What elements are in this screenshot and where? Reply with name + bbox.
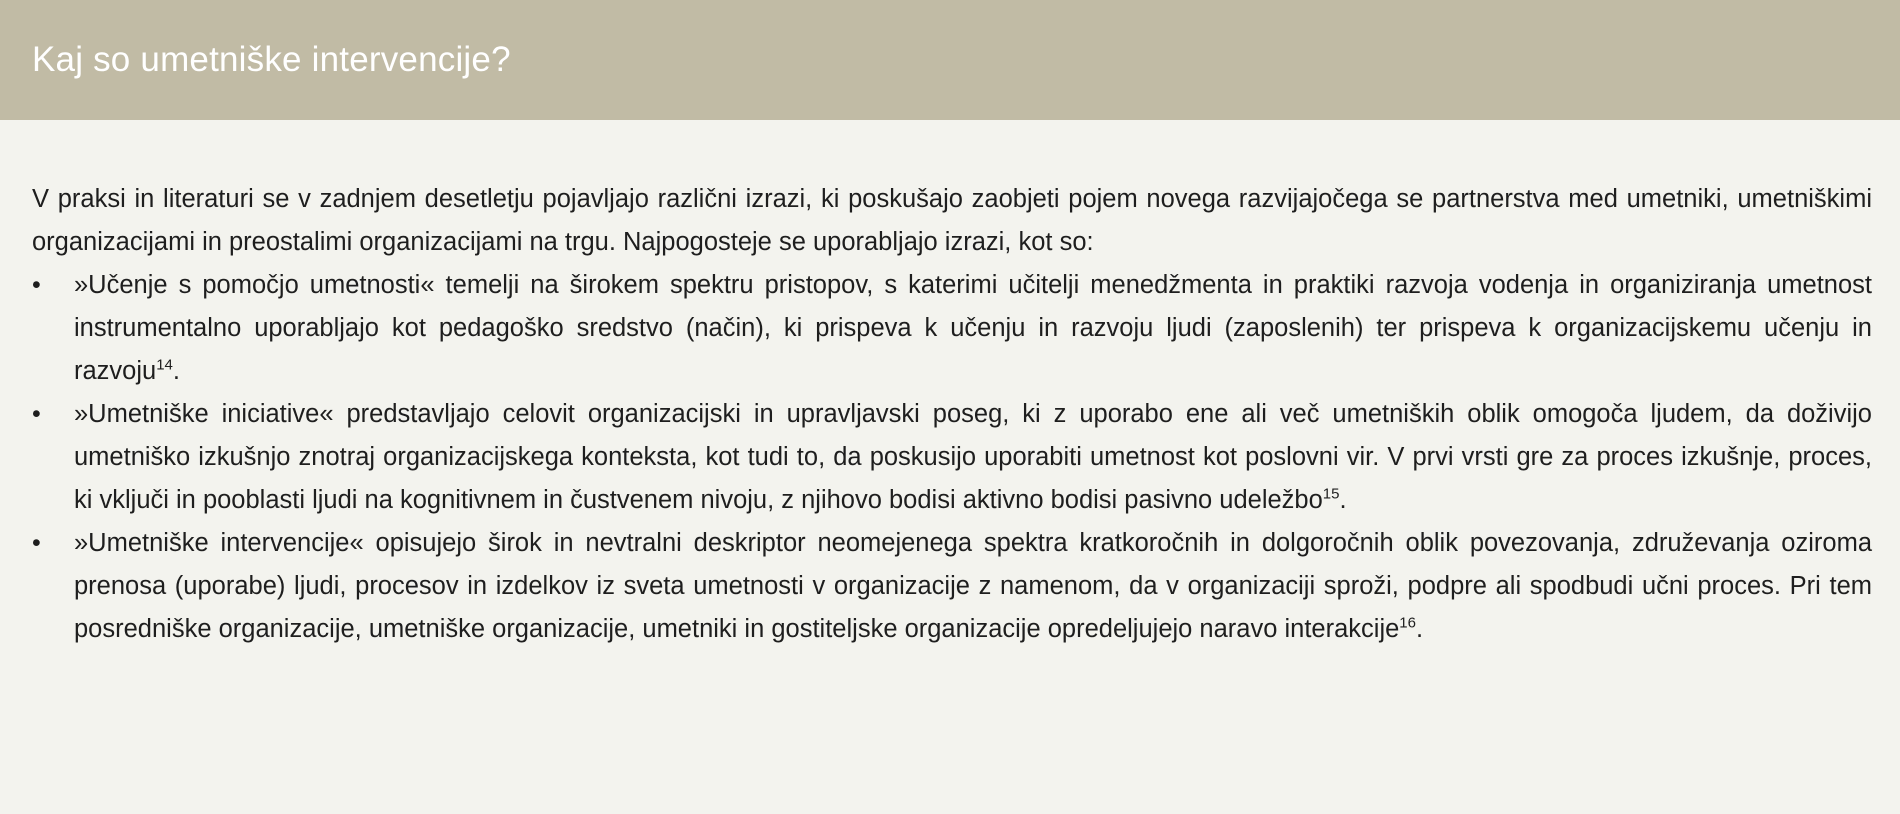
list-item <box>32 264 1872 393</box>
list-item-end: . <box>1339 486 1347 514</box>
footnote-ref[interactable]: 14 <box>156 356 173 374</box>
list-item-end: . <box>1415 615 1424 643</box>
list-item-text: »Učenje s pomočjo umetnosti« temelji na širokem spektru pristopov, s katerimi učitelji menedžmenta in praktiki razvoja vodenja in organiziranja umetnost instrumentalno uporabljajo kot pedagoško sredstvo (način), ki prispeva k učenju in razvoju ljudi (zaposlenih) ter prispeva k organizacijskemu učenju in razvoju <box>74 271 1872 385</box>
bullet-icon: • <box>32 400 41 428</box>
bullet-icon: • <box>32 271 41 299</box>
intro-paragraph: V praksi in literaturi se v zadnjem desetletju pojavljajo različni izrazi, ki poskušajo zaobjeti pojem novega razvijajočega se partnerstva med umetniki, umetniškimi organizacijami in preostalimi organizacijami na trgu. Najpogosteje se uporabljajo izrazi, kot so: <box>32 185 1872 256</box>
list-item-end: . <box>172 357 180 385</box>
footnote-ref[interactable]: 15 <box>1322 485 1340 503</box>
footnote-ref[interactable]: 16 <box>1399 614 1416 632</box>
page-title: Kaj so umetniške intervencije? <box>32 40 511 79</box>
list-item-text: »Umetniške iniciative« predstavljajo celovit organizacijski in upravljavski poseg, ki z uporabo ene ali več umetniških oblik omogoča ljudem, da doživijo umetniško izkušnjo znotraj organizacijskega konteksta, kot tudi to, da poskusijo uporabiti umetnost kot poslovni vir. V prvi vrsti gre za proces izkušnje, proces, ki vključi in pooblasti ljudi na kognitivnem in čustvenem nivoju, z njihovo bodisi aktivno bodisi pasivno udeležbo <box>74 400 1872 514</box>
bullet-list <box>32 264 1872 651</box>
list-item <box>32 522 1872 651</box>
bullet-icon: • <box>32 529 41 557</box>
list-item-text: »Umetniške intervencije« opisujejo širok in nevtralni deskriptor neomejenega spektra kratkoročnih in dolgoročnih oblik povezovanja, združevanja oziroma prenosa (uporabe) ljudi, procesov in izdelkov iz sveta umetnosti v organizacije z namenom, da v organizaciji sproži, podpre ali spodbudi učni proces. Pri tem posredniške organizacije, umetniške organizacije, umetniki in gostiteljske organizacije opredeljujejo naravo interakcije <box>74 529 1872 643</box>
list-item <box>32 393 1872 522</box>
